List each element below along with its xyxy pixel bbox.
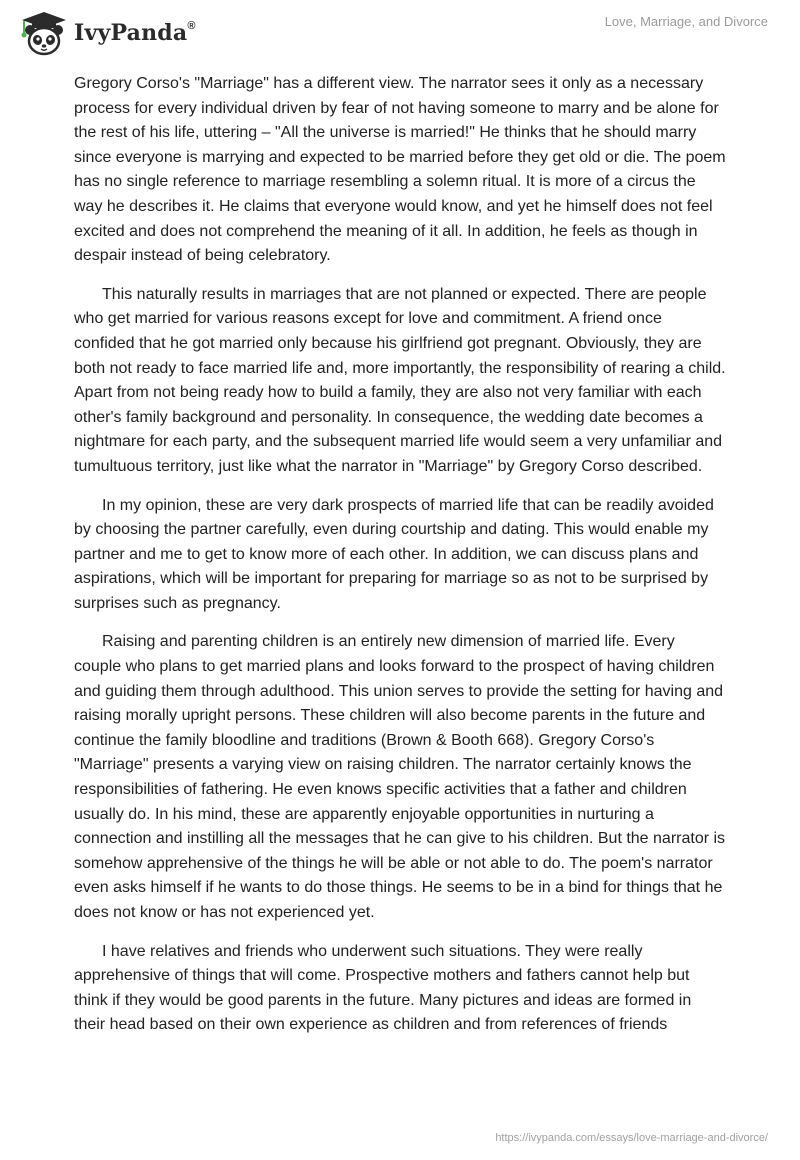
logo[interactable] bbox=[14, 8, 196, 58]
page-header bbox=[0, 0, 800, 70]
paragraph-4: Raising and parenting children is an entirely new dimension of married life. Every couple who plans to get married plans and looks forward to the prospect of having children and guiding them through adulthood. This union serves to provide the setting for having and raising morally upright persons. These children will also become parents in the future and continue the family bloodline and traditions (Brown & Booth 668). Gregory Corso's "Marriage" presents a varying view on raising children. The narrator certainly knows the responsibilities of fathering. He even knows specific activities that a father and children usually do. In his mind, these are apparently enjoyable opportunities in nurturing a connection and instilling all the messages that he can give to his children. But the narrator is somehow apprehensive of the things he will be able or not able to do. The poem's narrator even asks himself if he wants to do those things. He seems to be in a bind for things that he does not know or has not experienced yet. bbox=[74, 633, 726, 921]
paragraph-2: This naturally results in marriages that are not planned or expected. There are people who get married for various reasons except for love and commitment. A friend once confided that he got married only because his girlfriend got pregnant. Obviously, they are both not ready to face married life and, more importantly, the responsibility of rearing a child. Apart from not being ready how to build a family, they are also not very familiar with each other's family background and personality. In consequence, the wedding date becomes a nightmare for each party, and the subsequent married life would seem a very unfamiliar and tumultuous territory, just like what the narrator in "Marriage" by Gregory Corso described. bbox=[74, 285, 726, 475]
source-url[interactable]: https://ivypanda.com/essays/love-marriage-and-divorce/ bbox=[495, 1132, 768, 1144]
essay-body bbox=[74, 72, 726, 1052]
registered-mark: ® bbox=[187, 19, 196, 32]
paragraph-3: In my opinion, these are very dark prospects of married life that can be readily avoided by choosing the partner carefully, even during courtship and dating. This would enable my partner and me to get to know more of each other. In addition, we can discuss plans and aspirations, which will be important for preparing for marriage so as not to be surprised by surprises such as pregnancy. bbox=[74, 496, 714, 612]
paragraph-5: I have relatives and friends who underwent such situations. They were really apprehensive of things that will come. Prospective mothers and fathers cannot help but think if they would be good parents in the future. Many pictures and ideas are formed in their head based on their own experience as children and from references of friends bbox=[74, 942, 692, 1034]
brand-name: IvyPanda® bbox=[74, 19, 196, 46]
panda-logo-icon bbox=[14, 8, 70, 58]
document-title: Love, Marriage, and Divorce bbox=[604, 14, 768, 29]
paragraph-1: Gregory Corso's "Marriage" has a different view. The narrator sees it only as a necessary process for every individual driven by fear of not having someone to marry and be alone for the rest of his life, uttering – "All the universe is married!" He thinks that he should marry since everyone is marrying and expected to be married before they get old or die. The poem has no single reference to marriage resembling a solemn ritual. It is more of a circus the way he describes it. He claims that everyone would know, and yet he himself does not feel excited and does not comprehend the meaning of it all. In addition, he feels as though in despair instead of being celebratory. bbox=[74, 75, 726, 265]
